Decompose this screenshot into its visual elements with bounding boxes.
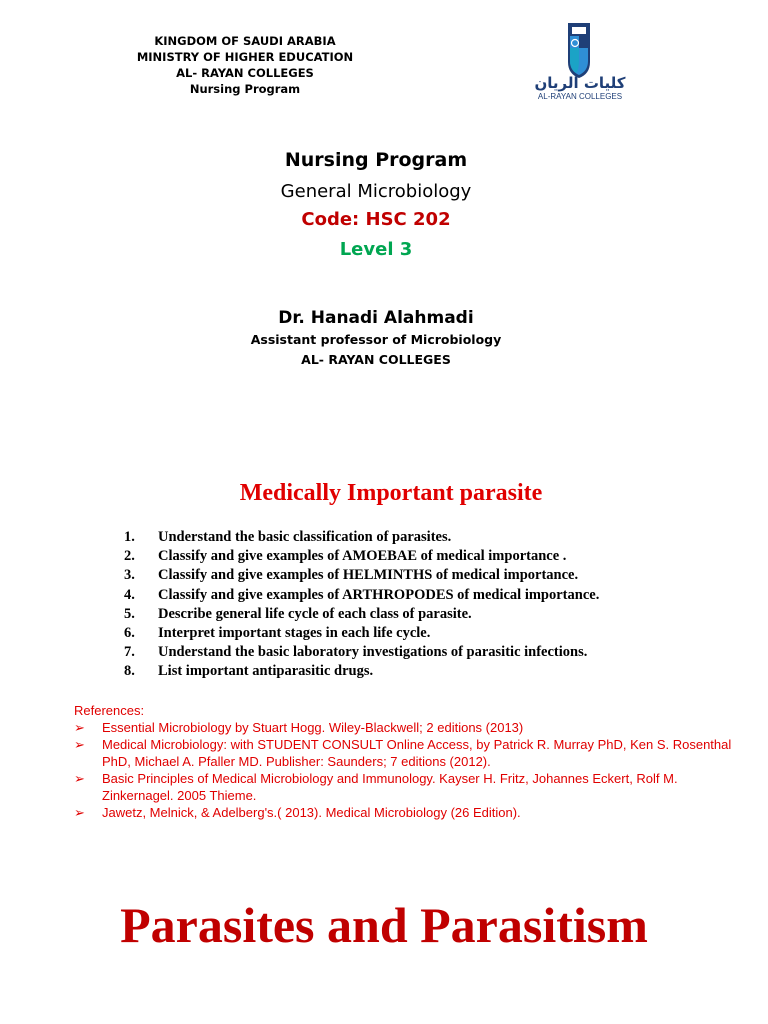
item-text: Classify and give examples of HELMINTHS of medical importance.	[158, 567, 579, 584]
objectives-list	[124, 528, 744, 682]
reference-text: Basic Principles of Medical Microbiology and Immunology. Kayser H. Fritz, Johannes Eckert, Rolf M. Zinkernagel. 2005 Thieme.	[102, 771, 678, 803]
logo-english-text: AL-RAYAN COLLEGES	[537, 92, 623, 101]
item-number: 5.	[124, 605, 135, 622]
header-line: AL- RAYAN COLLEGES	[176, 66, 314, 80]
item-number: 6.	[124, 625, 135, 642]
instructor-name: Dr. Hanadi Alahmadi	[278, 308, 474, 328]
references-list	[74, 719, 734, 821]
item-text: Describe general life cycle of each class of parasite.	[158, 605, 472, 622]
item-text: Classify and give examples of ARTHROPODES of medical importance.	[158, 586, 600, 603]
reference-text: Medical Microbiology: with STUDENT CONSULT Online Access, by Patrick R. Murray PhD, Ken S. Rosenthal PhD, Michael A. Pfaller MD. Publisher: Saunders; 7 editions (2012).	[102, 737, 732, 769]
item-number: 8.	[124, 663, 135, 680]
program-title: Nursing Program	[284, 149, 468, 171]
list-item	[124, 605, 744, 624]
item-text: Classify and give examples of AMOEBAE of medical importance .	[158, 548, 567, 565]
reference-item	[74, 719, 734, 736]
item-text: Understand the basic classification of parasites.	[158, 529, 452, 545]
college-logo	[532, 18, 642, 102]
list-item	[124, 662, 744, 681]
subject-title: General Microbiology	[280, 181, 472, 202]
arrow-bullet-icon: ➢	[74, 771, 85, 786]
item-number: 7.	[124, 644, 135, 661]
item-number: 1.	[124, 529, 135, 545]
list-item	[124, 566, 744, 585]
header-line: Nursing Program	[189, 82, 301, 96]
references	[74, 702, 734, 821]
main-title: Parasites and Parasitism	[120, 897, 648, 953]
reference-text: Jawetz, Melnick, & Adelberg's.( 2013). Medical Microbiology (26 Edition).	[102, 805, 521, 820]
instructor-institution: AL- RAYAN COLLEGES	[301, 352, 451, 367]
list-item	[124, 547, 744, 566]
arrow-bullet-icon: ➢	[74, 720, 85, 735]
shield-icon	[532, 18, 642, 102]
arrow-bullet-icon: ➢	[74, 805, 85, 820]
item-text: Interpret important stages in each life cycle.	[158, 625, 431, 642]
institution-header	[120, 33, 370, 97]
reference-item	[74, 804, 734, 821]
reference-text: Essential Microbiology by Stuart Hogg. Wiley-Blackwell; 2 editions (2013)	[102, 720, 524, 735]
item-text: List important antiparasitic drugs.	[158, 663, 374, 680]
item-text: Understand the basic laboratory investigations of parasitic infections.	[158, 644, 588, 661]
instructor-position: Assistant professor of Microbiology	[250, 332, 502, 347]
header-line: MINISTRY OF HIGHER EDUCATION	[136, 50, 354, 64]
item-number: 4.	[124, 586, 135, 603]
section-title: Medically Important parasite	[239, 480, 543, 506]
references-title: References:	[74, 703, 145, 718]
item-number: 2.	[124, 548, 135, 565]
arrow-bullet-icon: ➢	[74, 737, 85, 752]
reference-item	[74, 770, 734, 804]
list-item	[124, 624, 744, 643]
reference-item	[74, 736, 734, 770]
list-item	[124, 643, 744, 662]
course-level: Level 3	[339, 239, 413, 260]
list-item	[124, 586, 744, 605]
header-line: KINGDOM OF SAUDI ARABIA	[154, 34, 336, 48]
course-code: Code: HSC 202	[301, 209, 451, 230]
logo-arabic-text: كليات الريان	[534, 74, 626, 92]
list-item	[124, 528, 744, 547]
item-number: 3.	[124, 567, 135, 584]
